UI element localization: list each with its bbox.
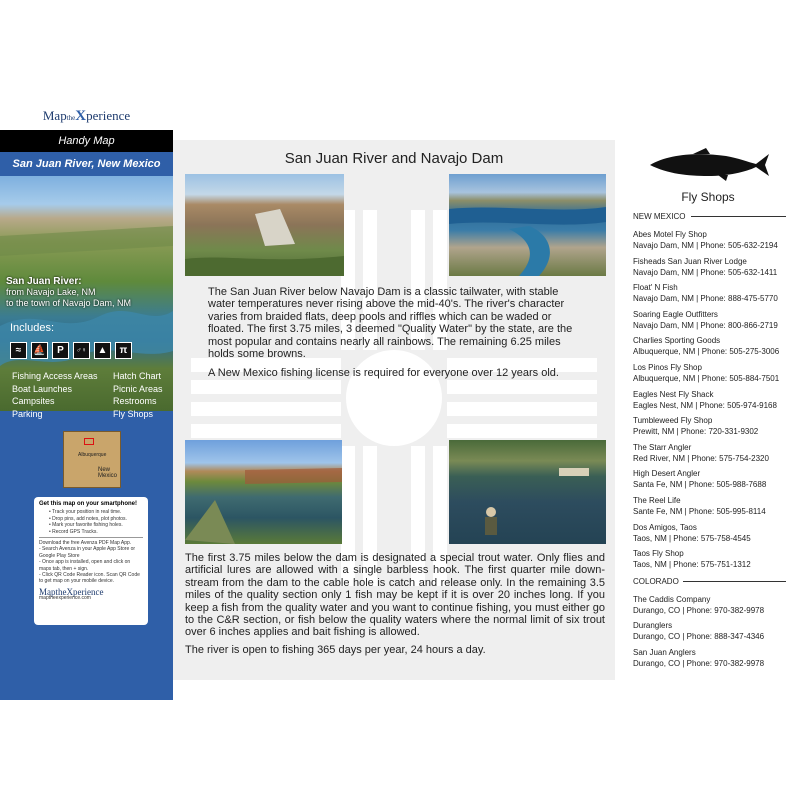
region-heading [633,577,679,586]
map-highlight [84,438,94,445]
amenity-item: Restrooms [113,396,157,406]
shop-name: Dos Amigos, Taos [633,522,697,532]
shop-name: The Caddis Company [633,594,711,604]
promo-url[interactable]: maptheexperience.com [39,595,91,602]
smartphone-promo [34,497,148,625]
shop-contact: Durango, CO | Phone: 970-382-9978 [633,605,765,615]
boat-launch-icon: ⛵ [31,342,48,359]
fly-shop-entry [633,495,766,517]
amenity-item: Parking [12,408,43,419]
amenity-item: Boat Launches [12,383,73,394]
shop-contact: Navajo Dam, NM | Phone: 505-632-1411 [633,267,778,277]
shop-name: Soaring Eagle Outfitters [633,309,718,319]
promo-bullet: • Record GPS Tracks. [49,528,98,535]
caption-line: to the town of Navajo Dam, NM [6,298,132,308]
restroom-icon: ♂♀ [73,342,90,359]
shop-name: High Desert Angler [633,469,701,479]
fly-shop-entry [633,415,758,437]
amenities-list-left [12,370,98,420]
parking-icon: P [52,342,69,359]
shop-name: The Reel Life [633,496,681,505]
shop-contact: Sante Fe, NM | Phone: 505-995-8114 [633,507,766,516]
regulations-paragraph: The first 3.75 miles below the dam is designated a special trout water. Only flies and artificial lures are allowed with a single barbless hook. The first quarter mile down-stream from the dam to the cable hole is catch and release only. In the remaining 3.5 miles of the quality section only 1 fish may be kept if it is over 20 inches long. If you keep a fish from the quality water and you want to continue fishing, you must either go to the C&R section, or fish below the quality waters where the normal limit of six trout over 6 inches applies and bait fishing is allowed. [185,552,605,639]
angler-photo-art [449,440,606,544]
fly-shop-entry [633,335,779,357]
promo-step: - Once app is installed, open and click on maps tab, then + sign. [39,559,131,572]
lake-photo-art [449,174,606,276]
promo-step: - Search Avenza in your Apple App Store or Google Play Store [39,546,136,559]
license-paragraph: A New Mexico fishing license is required for everyone over 12 years old. [208,367,559,379]
caption-title: San Juan River: [6,276,82,287]
shop-contact: Navajo Dam, NM | Phone: 800-866-2719 [633,320,778,330]
promo-download: Download the free Avenza PDF Map App. [39,540,132,547]
fly-shop-entry [633,362,779,384]
shop-name: Eagles Nest Fly Shack [633,389,714,399]
amenity-item: Campsites [12,396,55,406]
shop-name: Tumbleweed Fly Shop [633,416,713,426]
brand-part: perience [86,108,131,123]
promo-brand: MaptheXperience [39,586,104,597]
navajo-lake-photo [449,174,606,276]
river-bend-photo [185,440,342,544]
shop-name: Taos Fly Shop [633,549,684,559]
shop-contact: Taos, NM | Phone: 575-758-4545 [633,533,751,543]
promo-bullet: • Mark your favorite fishing holes. [49,522,123,529]
fly-shop-entry [633,647,764,669]
shop-contact: Navajo Dam, NM | Phone: 505-632-2194 [633,241,778,250]
brand-part: the [66,114,76,122]
sidebar [0,100,173,700]
new-mexico-inset-map [63,431,121,488]
fishing-icon: ≈ [10,342,27,359]
fly-shops-title: Fly Shops [681,190,735,204]
season-paragraph: The river is open to fishing 365 days per year, 24 hours a day. [185,644,486,656]
main-panel [173,140,615,680]
intro-paragraph: The San Juan River below Navajo Dam is a classic tailwater, with stable water temperatures never rising above the mid-40's. The river's character varies from braided flats, deep pools and riffles which can be waded or floated. The first 3.75 miles, 3 deemed "Quality Water" by the state, are the most popular and contains nearly all rainbows. The remaining 6.25 miles holds some browns. [208,286,573,361]
amenity-item: Fly Shops [113,408,154,419]
picnic-icon: π [115,342,132,359]
river-title: San Juan River, New Mexico [0,152,173,176]
shop-contact: Taos, NM | Phone: 575-751-1312 [633,560,751,570]
shop-contact: Durango, CO | Phone: 970-382-9978 [633,659,765,668]
shop-contact: Red River, NM | Phone: 575-754-2320 [633,453,769,463]
amenity-item: Picnic Areas [113,383,163,394]
fly-shop-entry [633,282,778,304]
fly-shop-entry [633,620,764,642]
amenity-icons [10,342,132,359]
shop-contact: Durango, CO | Phone: 888-347-4346 [633,632,765,642]
shop-contact: Albuquerque, NM | Phone: 505-884-7501 [633,374,780,383]
shop-name: Los Pinos Fly Shop [633,363,702,372]
brand-logo [0,100,173,130]
region-heading [633,212,685,221]
photo-caption [6,276,131,309]
navajo-dam-photo [185,174,344,276]
amenities-list-right [113,370,163,420]
promo-bullet: • Track your position in real time. [49,509,122,516]
fly-shop-entry [633,229,778,251]
promo-heading: Get this map on your smartphone! [39,501,138,507]
shop-contact: Navajo Dam, NM | Phone: 888-475-5770 [633,294,778,304]
fly-shop-entry [633,468,766,490]
shop-contact: Eagles Nest, NM | Phone: 505-974-9168 [633,400,777,410]
region-rule [683,581,786,582]
shop-name: Fisheads San Juan River Lodge [633,256,747,266]
map-label: Albuquerque [78,452,107,458]
region-rule [691,216,786,217]
river-bend-art [185,440,342,544]
trout-silhouette-icon [648,148,771,182]
fly-shop-entry [633,594,764,616]
shop-contact: Prewitt, NM | Phone: 720-331-9302 [633,427,759,437]
shop-name: Duranglers [633,621,673,631]
brand-part: X [75,108,87,124]
shop-name: Charlies Sporting Goods [633,336,721,346]
fly-shop-entry [633,389,777,411]
amenity-item: Fishing Access Areas [12,371,98,381]
promo-bullet: • Drop pins, add notes, plot photos. [49,515,127,522]
map-label: New Mexico [98,467,118,479]
promo-step: - Click QR Code Reader icon. Scan QR Code to get map on your mobile device. [39,572,140,585]
includes-title: Includes: [10,322,55,334]
fly-shop-entry [633,548,751,570]
fly-shop-entry [633,256,777,278]
angler-photo [449,440,606,544]
brand-part: Map [42,108,67,123]
region-name: NEW MEXICO [633,212,686,221]
fly-shop-entry [633,309,778,331]
shop-name: Float' N Fish [633,283,678,293]
shop-name: San Juan Anglers [633,648,696,657]
handy-map-label: Handy Map [0,130,173,152]
fly-shop-entry [633,442,769,464]
region-name: COLORADO [633,576,679,586]
shop-name: Abes Motel Fly Shop [633,230,707,239]
caption-line: from Navajo Lake, NM [6,287,96,297]
dam-photo-art [185,174,344,276]
amenity-item: Hatch Chart [113,371,162,381]
shop-contact: Albuquerque, NM | Phone: 505-275-3006 [633,347,780,357]
fly-shop-entry [633,522,751,544]
campsite-icon: ▲ [94,342,111,359]
shop-contact: Santa Fe, NM | Phone: 505-988-7688 [633,480,767,490]
shop-name: The Starr Angler [633,442,692,452]
page-title: San Juan River and Navajo Dam [284,150,504,167]
